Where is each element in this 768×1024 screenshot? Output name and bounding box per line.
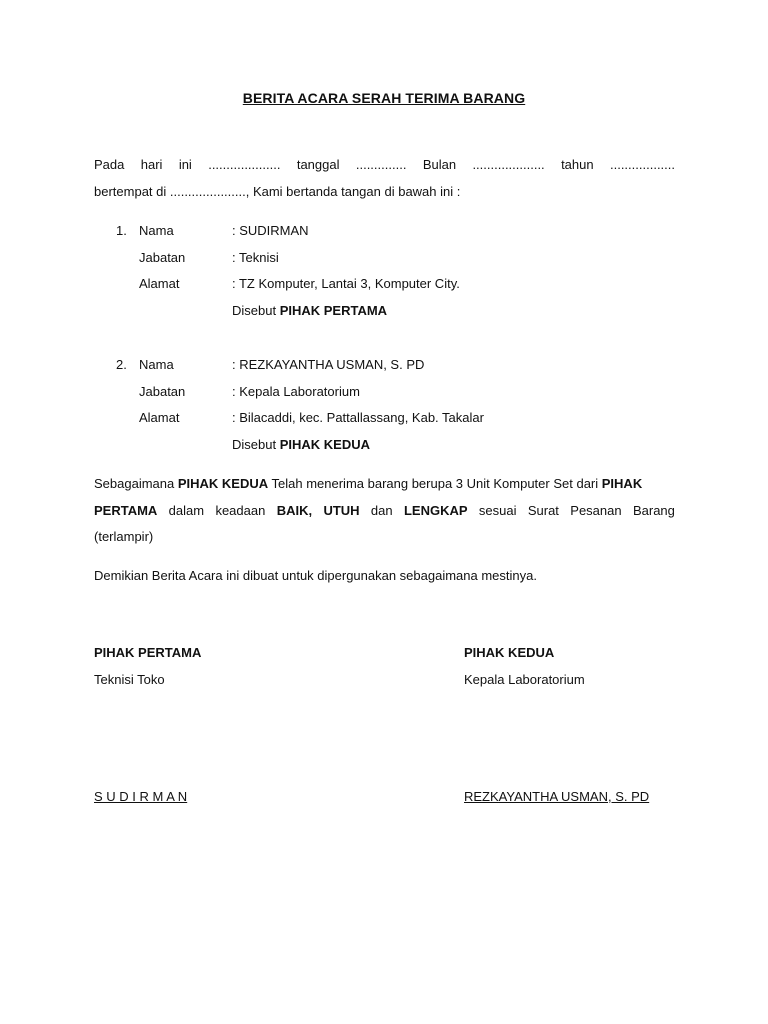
body-bold: PIHAK <box>601 476 643 491</box>
intro-word: Bulan <box>422 157 457 172</box>
intro-word: Pada <box>94 157 125 172</box>
intro-word: .............. <box>355 157 407 172</box>
document-title: BERITA ACARA SERAH TERIMA BARANG <box>242 90 526 106</box>
signature-title: Teknisi Toko <box>94 672 165 687</box>
body-text: keadaan <box>215 503 266 518</box>
name-value: : SUDIRMAN <box>232 223 309 238</box>
body-paragraph-1-line-2 <box>94 503 675 519</box>
intro-word: .................. <box>609 157 675 172</box>
name-label: Nama <box>139 223 174 238</box>
name-value: : REZKAYANTHA USMAN, S. PD <box>232 357 425 372</box>
body-text: Sebagaimana <box>94 476 178 491</box>
body-text: Surat <box>527 503 559 518</box>
name-label: Nama <box>139 357 174 372</box>
designation-role: PIHAK KEDUA <box>279 437 370 452</box>
body-bold: LENGKAP <box>403 503 468 518</box>
body-text: dalam <box>168 503 205 518</box>
position-label: Jabatan <box>139 384 186 399</box>
position-label: Jabatan <box>139 250 186 265</box>
intro-line-1 <box>94 157 675 173</box>
body-bold: BAIK, <box>276 503 313 518</box>
signature-role: PIHAK KEDUA <box>464 645 555 660</box>
address-value: : TZ Komputer, Lantai 3, Komputer City. <box>232 276 460 291</box>
body-text: Telah menerima barang berupa 3 Unit Komputer Set dari <box>268 476 602 491</box>
body-paragraph-1-line-3: (terlampir) <box>94 529 154 544</box>
intro-word: .................... <box>208 157 281 172</box>
body-text: sesuai <box>478 503 517 518</box>
intro-word: tanggal <box>296 157 340 172</box>
party-number: 1. <box>116 223 127 238</box>
intro-line-2: bertempat di ....................., Kami bertanda tangan di bawah ini : <box>94 184 461 199</box>
intro-word: .................... <box>472 157 545 172</box>
party-designation <box>232 437 370 453</box>
intro-word: tahun <box>561 157 594 172</box>
signature-name: S U D I R M A N <box>94 789 188 804</box>
body-bold: PIHAK KEDUA <box>177 476 269 491</box>
intro-word: ini <box>178 157 192 172</box>
designation-prefix: Disebut <box>232 437 280 452</box>
signature-role: PIHAK PERTAMA <box>94 645 202 660</box>
party-number: 2. <box>116 357 127 372</box>
address-label: Alamat <box>139 276 180 291</box>
body-paragraph-1-line-1 <box>94 476 675 492</box>
party-designation <box>232 303 387 319</box>
address-value: : Bilacaddi, kec. Pattallassang, Kab. Takalar <box>232 410 484 425</box>
body-bold: UTUH <box>323 503 360 518</box>
body-bold: PERTAMA <box>94 503 158 518</box>
body-text: Pesanan <box>570 503 622 518</box>
position-value: : Teknisi <box>232 250 279 265</box>
designation-role: PIHAK PERTAMA <box>279 303 388 318</box>
designation-prefix: Disebut <box>232 303 280 318</box>
body-paragraph-2: Demikian Berita Acara ini dibuat untuk dipergunakan sebagaimana mestinya. <box>94 568 537 583</box>
position-value: : Kepala Laboratorium <box>232 384 360 399</box>
intro-word: hari <box>140 157 163 172</box>
body-text: dan <box>370 503 393 518</box>
body-text: Barang <box>632 503 675 518</box>
signature-name: REZKAYANTHA USMAN, S. PD <box>464 789 650 804</box>
signature-title: Kepala Laboratorium <box>464 672 585 687</box>
address-label: Alamat <box>139 410 180 425</box>
